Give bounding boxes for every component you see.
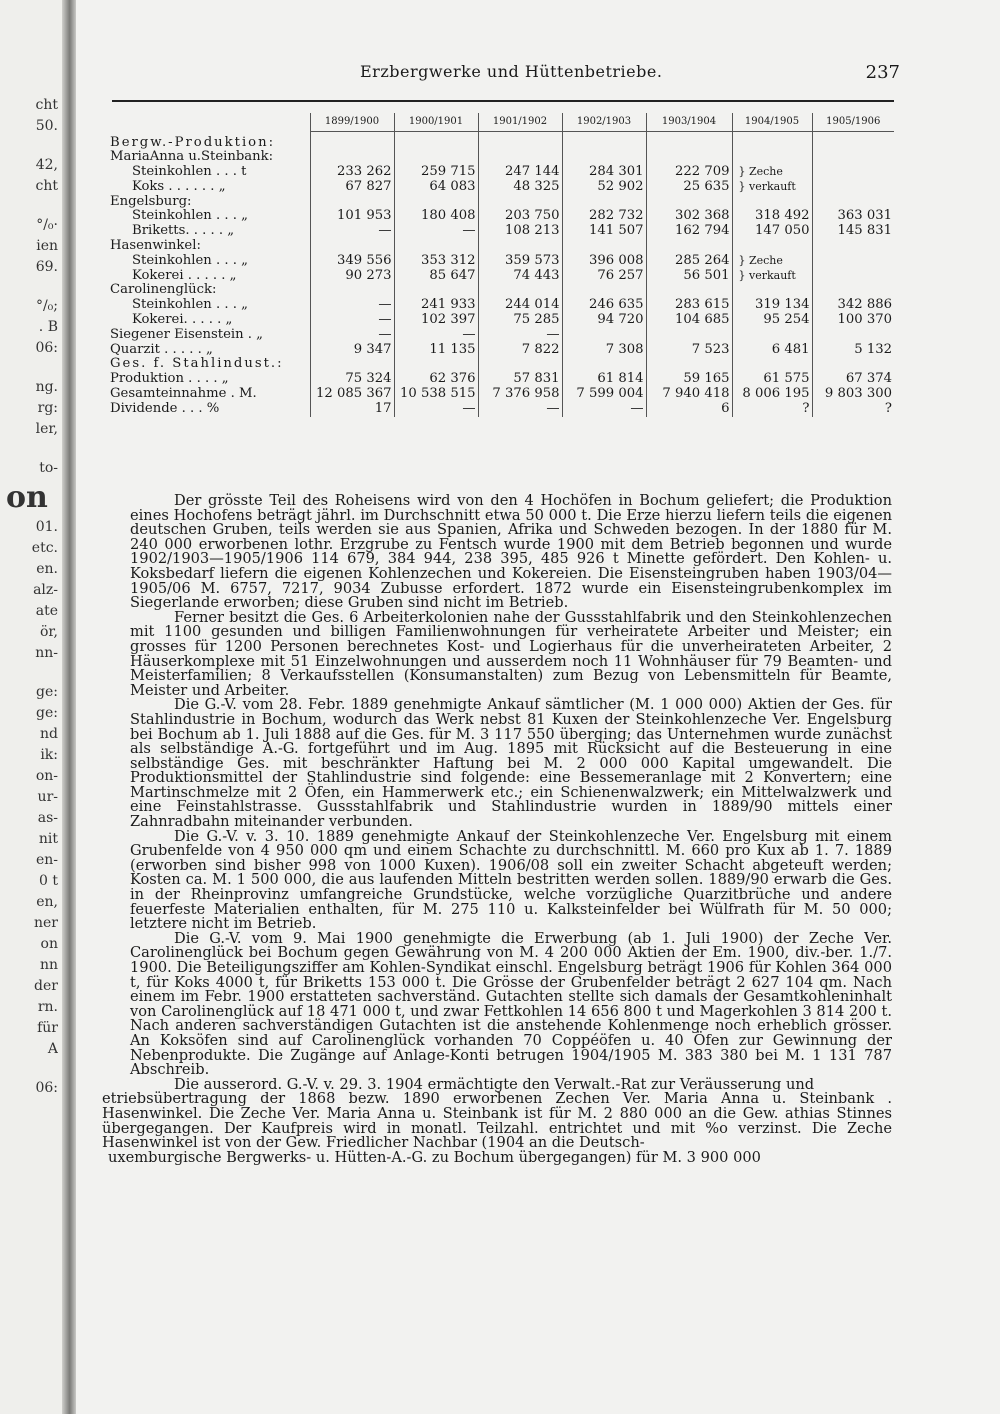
table-cell: — [310, 298, 394, 313]
table-cell [812, 165, 894, 180]
table-cell: 282 732 [562, 209, 646, 224]
year-header: 1900/1901 [394, 113, 478, 132]
margin-fragment: der [34, 978, 58, 994]
table-cell [562, 328, 646, 343]
table-cell [310, 150, 394, 165]
margin-fragment: 50. [35, 118, 58, 134]
table-cell: 359 573 [478, 254, 562, 269]
table-cell [812, 150, 894, 165]
table-cell [646, 150, 732, 165]
table-cell: — [394, 402, 478, 417]
table-cell: 6 481 [732, 343, 812, 358]
table-cell [812, 180, 894, 195]
table-cell: 203 750 [478, 209, 562, 224]
row-label: MariaAnna u.Steinbank: [110, 150, 310, 165]
table-cell [732, 328, 812, 343]
table-cell [562, 150, 646, 165]
table-row [110, 328, 894, 343]
margin-fragment: A [47, 1041, 58, 1057]
year-header: 1903/1904 [646, 113, 732, 132]
margin-fragment: °/₀· [36, 217, 58, 233]
margin-fragment: ler, [35, 421, 58, 437]
page-number: 237 [865, 62, 900, 83]
table-cell: 57 831 [478, 372, 562, 387]
table-cell: } verkauft [732, 180, 812, 195]
table-cell: 100 370 [837, 312, 892, 328]
margin-fragment [0, 359, 58, 377]
table-cell [310, 239, 394, 254]
table-cell: 11 135 [394, 343, 478, 358]
table-cell: 5 132 [854, 341, 892, 357]
table-row [110, 269, 894, 284]
table-cell: 162 794 [646, 224, 732, 239]
table-cell: 67 827 [310, 180, 394, 195]
table-cell: ? [732, 402, 812, 417]
table-row [110, 387, 894, 402]
row-label: Bergw.-Produktion: [110, 132, 310, 151]
table-cell [394, 132, 478, 151]
table-cell [562, 357, 646, 372]
paragraph: Die G.-V. v. 3. 10. 1889 genehmigte Ankauf der Steinkohlenzeche Ver. Engelsburg mit einem Grubenfelde von 4 950 000 qm und einem Schachte zu durchschnittl. M. 660 pro Kux ab 1. 7. 1889 (erworben sind bisher 998 von 1000 Kuxen). 1906/08 soll ein zweiter Schacht abgeteuft werden; Kosten ca. M. 1 500 000, die aus laufenden Mitteln bestritten werden sollen. 1889/90 erwarb die Ges. in der Rheinprovinz umfangreiche Grundstücke, welche vorzügliche Quarzitbrüche und andere feuerfeste Materialien enthalten, für M. 275 110 u. Kalksteinfelder bei Wülfrath für M. 50 000; letztere nicht im Betrieb. [130, 827, 892, 933]
table-cell [732, 195, 812, 210]
margin-fragment: en. [36, 561, 58, 577]
table-cell: 52 902 [562, 180, 646, 195]
row-label: Siegener Eisenstein . „ [110, 328, 310, 343]
table-cell [812, 283, 894, 298]
margin-fragment [0, 440, 58, 458]
table-cell: 7 599 004 [562, 387, 646, 402]
table-cell [732, 150, 812, 165]
margin-fragment: . B [38, 319, 58, 335]
table-cell: 247 144 [478, 165, 562, 180]
margin-fragment: ate [35, 603, 58, 619]
table-cell: 353 312 [394, 254, 478, 269]
table-cell: 75 285 [478, 313, 562, 328]
table-cell: 95 254 [732, 313, 812, 328]
table-cell: 396 008 [562, 254, 646, 269]
table-cell [732, 357, 812, 372]
table-cell: 48 325 [478, 180, 562, 195]
margin-fragment: 06: [35, 1080, 58, 1096]
table-row [110, 150, 894, 165]
table-cell: 108 213 [478, 224, 562, 239]
table-row [110, 195, 894, 210]
table-cell [478, 132, 562, 151]
previous-page-heading-fragment: on [6, 480, 48, 515]
table-cell: 12 085 367 [310, 387, 394, 402]
margin-fragment: en, [36, 894, 58, 910]
table-cell: — [310, 328, 394, 343]
row-label: Koks . . . . . . „ [110, 180, 310, 195]
table-cell [646, 283, 732, 298]
table-cell: } Zeche [732, 165, 812, 180]
table-row [110, 209, 894, 224]
table-cell: 75 324 [310, 372, 394, 387]
year-header: 1901/1902 [478, 113, 562, 132]
paragraph: Die ausserord. G.-V. v. 29. 3. 1904 ermächtigte den Verwalt.-Rat zur Veräusserung und [174, 1075, 815, 1093]
year-header: 1902/1903 [562, 113, 646, 132]
table-cell [478, 150, 562, 165]
table-cell: — [310, 224, 394, 239]
table-cell: 349 556 [310, 254, 394, 269]
margin-fragment: nit [38, 831, 58, 847]
margin-fragment: rn. [37, 999, 58, 1015]
table-cell [394, 283, 478, 298]
row-label: Ges. f. Stahlindust.: [110, 357, 310, 372]
table-cell [310, 283, 394, 298]
margin-fragment: für [37, 1020, 58, 1036]
margin-fragment: ien [36, 238, 58, 254]
table-cell: 180 408 [394, 209, 478, 224]
table-cell: 246 635 [562, 298, 646, 313]
row-label: Quarzit . . . . . „ [110, 343, 310, 358]
table-cell: — [478, 402, 562, 417]
margin-fragment: to- [39, 460, 58, 476]
table-row [110, 283, 894, 298]
margin-fragment: alz- [33, 582, 58, 598]
table-cell [812, 254, 894, 269]
paragraph: Ferner besitzt die Ges. 6 Arbeiterkolonien nahe der Gussstahlfabrik und den Steinkohlenzechen mit 1100 gesunden und billigen Familienwohnungen für verheiratete Arbeiter und Meister; ein grosses für 1200 Personen berechnetes Kost- und Logierhaus für die unverheirateten Arbeiter, 2 Häuserkomplexe mit 51 Einzelwohnungen und ausserdem noch 11 Wohnhäuser für 79 Beamten- und Meisterfamilien; 8 Verkaufsstellen (Konsumanstalten) zum Bezug von Lebensmitteln für Beamte, Meister und Arbeiter. [130, 608, 892, 699]
table-cell: 9 803 300 [824, 386, 892, 402]
row-label: Produktion . . . . „ [110, 372, 310, 387]
table-cell: 17 [310, 402, 394, 417]
table-row [110, 357, 894, 372]
table-cell: 85 647 [394, 269, 478, 284]
table-row [110, 132, 894, 151]
table-cell [812, 328, 894, 343]
row-label: Steinkohlen . . . t [110, 165, 310, 180]
table-cell: — [394, 224, 478, 239]
table-cell [562, 239, 646, 254]
margin-fragment: 06: [35, 340, 58, 356]
paragraph-cut-left: uxemburgische Bergwerks- u. Hütten-A.-G. zu Bochum übergegangen) für M. 3 900 000 [108, 1148, 761, 1166]
table-cell: 241 933 [394, 298, 478, 313]
margin-fragment: cht [35, 97, 58, 113]
table-cell: 233 262 [310, 165, 394, 180]
margin-fragment [0, 1060, 58, 1078]
table-cell: 7 308 [562, 343, 646, 358]
margin-fragment: ur- [37, 789, 58, 805]
body-text [102, 492, 892, 1166]
table-cell [562, 283, 646, 298]
table-cell: 7 376 958 [478, 387, 562, 402]
table-cell: 244 014 [478, 298, 562, 313]
table-cell [646, 132, 732, 151]
table-cell [310, 357, 394, 372]
year-header: 1905/1906 [812, 113, 894, 132]
table-row [110, 239, 894, 254]
production-table [110, 113, 894, 417]
table-cell: 101 953 [310, 209, 394, 224]
table-cell [478, 357, 562, 372]
margin-fragment [0, 278, 58, 296]
margin-fragment [0, 137, 58, 155]
table-cell: 145 831 [837, 223, 892, 239]
table-row [110, 372, 894, 387]
table-cell: — [562, 402, 646, 417]
table-row [110, 313, 894, 328]
row-label: Dividende . . . % [110, 402, 310, 417]
table-cell [478, 195, 562, 210]
row-label: Carolinenglück: [110, 283, 310, 298]
table-cell [562, 132, 646, 151]
table-cell: 62 376 [394, 372, 478, 387]
margin-fragment: °/₀; [35, 298, 58, 314]
table-cell [394, 150, 478, 165]
table-cell [812, 357, 894, 372]
table-cell: 59 165 [646, 372, 732, 387]
table-cell [394, 195, 478, 210]
table-cell: — [394, 328, 478, 343]
table-cell: 147 050 [732, 224, 812, 239]
table-row [110, 402, 894, 417]
margin-fragment: etc. [31, 540, 58, 556]
table-cell: 102 397 [394, 313, 478, 328]
table-row [110, 180, 894, 195]
table-cell: 6 [646, 402, 732, 417]
margin-fragment [0, 197, 58, 215]
row-label: Steinkohlen . . . „ [110, 298, 310, 313]
table-cell: 7 940 418 [646, 387, 732, 402]
table-cell [732, 283, 812, 298]
table-cell [732, 132, 812, 151]
table-cell [732, 239, 812, 254]
table-cell [812, 195, 894, 210]
table-cell [812, 132, 894, 151]
page-header [110, 62, 900, 88]
table-cell: 61 814 [562, 372, 646, 387]
margin-fragment: ör, [39, 624, 58, 640]
table-cell: 9 347 [310, 343, 394, 358]
table-cell: 285 264 [646, 254, 732, 269]
year-header-row [110, 113, 894, 132]
table-cell: 283 615 [646, 298, 732, 313]
running-title: Erzbergwerke und Hüttenbetriebe. [360, 62, 663, 81]
row-label: Gesamteinnahme . M. [110, 387, 310, 402]
table-cell [646, 239, 732, 254]
margin-fragment: ge: [36, 705, 58, 721]
margin-fragment: ner [34, 915, 58, 931]
table-cell [646, 357, 732, 372]
header-rule [112, 100, 894, 102]
table-cell: 363 031 [837, 208, 892, 224]
margin-fragment: 01. [35, 519, 58, 535]
table-cell: 64 083 [394, 180, 478, 195]
paragraph: Der grösste Teil des Roheisens wird von den 4 Hochöfen in Bochum geliefert; die Produktion eines Hochofens beträgt jährl. im Durchschnitt etwa 50 000 t. Die Erze hierzu liefern teils die eigenen deutschen Gruben, teils werden sie aus Spanien, Afrika und Schweden bezogen. In der 1880 für M. 240 000 erworbenen lothr. Erzgrube zu Fentsch wurde 1900 mit dem Betrieb begonnen und wurde 1902/1903—1905/1906 114 679, 384 944, 238 395, 485 926 t Minette gefördert. Den Kohlen- u. Koksbedarf liefern die eigenen Kohlenzechen und Kokereien. Die Eisensteingruben haben 1903/04—1905/06 M. 6757, 7217, 9034 Zubusse erfordert. 1872 wurde ein Eisensteingrubenkomplex im Siegerlande erworben; diese Gruben sind nicht im Betrieb. [130, 492, 892, 612]
table-cell [812, 269, 894, 284]
row-label: Kokerei . . . . . „ [110, 269, 310, 284]
year-header: 1899/1900 [310, 113, 394, 132]
row-label: Briketts. . . . . „ [110, 224, 310, 239]
margin-fragment: nn [39, 957, 58, 973]
margin-fragment: ik: [40, 747, 58, 763]
table-cell [478, 283, 562, 298]
year-header: 1904/1905 [732, 113, 812, 132]
table-cell: } verkauft [732, 269, 812, 284]
table-row [110, 254, 894, 269]
table-cell: 141 507 [562, 224, 646, 239]
margin-fragment: 42, [35, 157, 58, 173]
table-cell [646, 328, 732, 343]
previous-page-margin [0, 95, 58, 1099]
table-cell: — [310, 313, 394, 328]
table-cell: 25 635 [646, 180, 732, 195]
table-cell: 259 715 [394, 165, 478, 180]
margin-fragment: en- [35, 852, 58, 868]
table-cell: 222 709 [646, 165, 732, 180]
table-cell [478, 239, 562, 254]
table-cell: — [478, 328, 562, 343]
margin-fragment: as- [37, 810, 58, 826]
book-binding [62, 0, 76, 1414]
margin-fragment: on [40, 936, 58, 952]
paragraph: Die G.-V. vom 28. Febr. 1889 genehmigte Ankauf sämtlicher (M. 1 000 000) Aktien der Ges. für Stahlindustrie in Bochum, wodurch das Werk nebst 81 Kuxen der Steinkohlenzeche Ver. Engelsburg bei Bochum ab 1. Juli 1888 auf die Ges. für M. 3 117 550 überging; das Unternehmen wurde zunächst als selbständige A.-G. fortgeführt und im Aug. 1895 mit Rücksicht auf die Besteuerung in eine selbständige Ges. mit beschränkter Haftung bei M. 2 000 000 Kapital umgewandelt. Die Produktionsmittel der Stahlindustrie sind folgende: eine Bessemeranlage mit 2 Konvertern; eine Martinschmelze mit 2 Öfen, ein Hammerwerk etc.; ein Schienenwalzwerk; ein Mittelwalzwerk und eine Feinstahlstrasse. Gussstahlfabrik und Stahlindustrie wurden in 1889/90 mittels einer Zahnradbahn miteinander verbunden. [130, 696, 892, 831]
table-cell: 319 134 [732, 298, 812, 313]
margin-fragment [0, 664, 58, 682]
table-cell: ? [884, 400, 892, 416]
margin-fragment: nn- [35, 645, 58, 661]
table-cell [394, 239, 478, 254]
table-cell [394, 357, 478, 372]
table-cell [562, 195, 646, 210]
margin-fragment: ng. [35, 379, 58, 395]
table-cell: 104 685 [646, 313, 732, 328]
table-cell: 302 368 [646, 209, 732, 224]
table-row [110, 165, 894, 180]
table-cell [646, 195, 732, 210]
margin-fragment: rg: [37, 400, 58, 416]
row-label: Steinkohlen . . . „ [110, 254, 310, 269]
table-cell: 56 501 [646, 269, 732, 284]
table-cell: 7 523 [646, 343, 732, 358]
table-cell: 74 443 [478, 269, 562, 284]
label-column-head [110, 113, 310, 132]
table-cell: 8 006 195 [732, 387, 812, 402]
row-label: Steinkohlen . . . „ [110, 209, 310, 224]
table-cell [310, 132, 394, 151]
table-row [110, 224, 894, 239]
margin-fragment: cht [35, 178, 58, 194]
margin-fragment: 69. [35, 259, 58, 275]
margin-fragment: on- [35, 768, 58, 784]
paragraph-cut-left: etriebsübertragung der 1868 bezw. 1890 erworbenen Zechen Ver. Maria Anna u. Steinbank . Hasenwinkel. Die Zeche Ver. Maria Anna u. Steinbank ist für M. 2 880 000 an die Gew. athias Stinnes übergegangen. Der Kaufpreis wird in monatl. Teilzahl. entrichtet und mit %o verzinst. Die Zeche Hasenwinkel ist von der Gew. Friedlicher Nachbar (1904 an die Deutsch- [102, 1090, 892, 1152]
margin-fragment: nd [40, 726, 58, 742]
row-label: Engelsburg: [110, 195, 310, 210]
table-cell: 94 720 [562, 313, 646, 328]
table-cell: 10 538 515 [394, 387, 478, 402]
table-cell: 342 886 [837, 297, 892, 313]
table-cell: 76 257 [562, 269, 646, 284]
table-cell [812, 239, 894, 254]
table-row [110, 343, 894, 358]
table-cell: 61 575 [732, 372, 812, 387]
table-cell [310, 195, 394, 210]
table-row [110, 298, 894, 313]
row-label: Hasenwinkel: [110, 239, 310, 254]
table-cell: } Zeche [732, 254, 812, 269]
table-cell: 318 492 [732, 209, 812, 224]
margin-fragment: ge: [36, 684, 58, 700]
table-cell: 90 273 [310, 269, 394, 284]
row-label: Kokerei. . . . . „ [110, 313, 310, 328]
margin-fragment: 0 t [39, 873, 58, 889]
table-cell: 67 374 [845, 371, 892, 387]
table-cell: 7 822 [478, 343, 562, 358]
paragraph: Die G.-V. vom 9. Mai 1900 genehmigte die Erwerbung (ab 1. Juli 1900) der Zeche Ver. Carolinenglück bei Bochum gegen Gewährung von M. 4 200 000 Aktien der Em. 1900, div.-ber. 1./7. 1900. Die Beteiligungsziffer am Kohlen-Syndikat einschl. Engelsburg beträgt 1906 für Kohlen 364 000 t, für Koks 4000 t, für Briketts 153 000 t. Die Grösse der Grubenfelder beträgt 2 627 104 qm. Nach einem im Febr. 1900 erstatteten sachverständ. Gutachten stellte sich damals der Gesamtkohleninhalt von Carolinenglück auf 18 471 000 t, und zwar Fettkohlen 14 656 800 t und Magerkohlen 3 814 200 t. Nach anderen sachverständigen Gutachten ist die anstehende Kohlenmenge noch erheblich grösser. An Koksöfen sind auf Carolinenglück vorhanden 70 Coppéöfen u. 40 Öfen zur Gewinnung der Nebenprodukte. Die Zugänge auf Anlage-Konti betrugen 1904/1905 M. 383 380 bei M. 1 131 787 Abschreib. [130, 929, 892, 1079]
table-cell: 284 301 [562, 165, 646, 180]
